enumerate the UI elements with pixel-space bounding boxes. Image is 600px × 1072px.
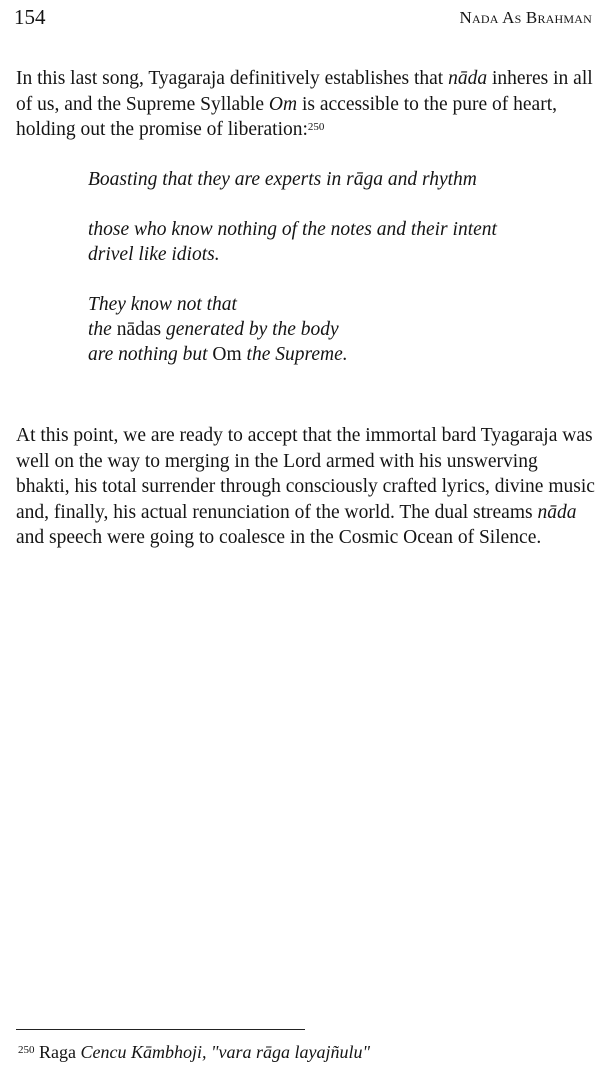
- paragraph-intro: [16, 66, 596, 143]
- footnote-italic-text: Cencu Kāmbhoji, "vara rāga layajñulu": [80, 1042, 371, 1062]
- verse-line: those who know nothing of the notes and their intent: [88, 219, 497, 240]
- verse-stanza-1: [88, 167, 588, 192]
- footnote-text: Raga: [34, 1042, 81, 1062]
- footnote-reference: 250: [307, 121, 325, 133]
- verse-fragment: the Supreme.: [241, 344, 348, 365]
- verse-line: They know not that: [88, 294, 237, 315]
- running-head: Nada As Brahman: [459, 8, 592, 27]
- verse-stanza-2: [88, 217, 588, 267]
- italic-term: nāda: [448, 68, 488, 89]
- italic-term: nāda: [537, 501, 577, 523]
- verse-upright-term: Om: [212, 344, 242, 365]
- paragraph-text: is accessible to the pure of heart, holding out the promise of liberation:: [16, 93, 557, 140]
- paragraph-text: In this last song, Tyagaraja definitively establishes that: [16, 68, 449, 89]
- verse-line: [88, 342, 588, 367]
- paragraph-text: At this point, we are ready to accept that the immortal bard Tyagaraja was well on the way to merging in the Lord armed with his unswerving bhakti, his total surrender through consciously crafted lyrics, divine music and, finally, his actual renunciation of the world. The dual streams: [16, 425, 595, 523]
- verse-fragment: the: [88, 319, 117, 340]
- paragraph-text: inheres in all of us, and the Supreme Syllable: [16, 68, 593, 115]
- footnote-divider: [16, 1029, 305, 1030]
- verse-fragment: are nothing but: [88, 344, 213, 365]
- italic-term: Om: [268, 93, 298, 115]
- verse-stanza-3: [88, 292, 588, 367]
- footnote-number: 250: [18, 1044, 35, 1056]
- footnote: [18, 1040, 370, 1064]
- page-number: 154: [14, 5, 46, 29]
- paragraph-conclusion: [16, 423, 596, 551]
- verse-line: drivel like idiots.: [88, 244, 220, 265]
- verse-fragment: generated by the body: [161, 319, 339, 340]
- verse-line: Boasting that they are experts in rāga and rhythm: [88, 169, 477, 190]
- paragraph-text: and speech were going to coalesce in the Cosmic Ocean of Silence.: [16, 527, 542, 548]
- verse-upright-term: nādas: [116, 319, 162, 340]
- verse-line: [88, 317, 588, 342]
